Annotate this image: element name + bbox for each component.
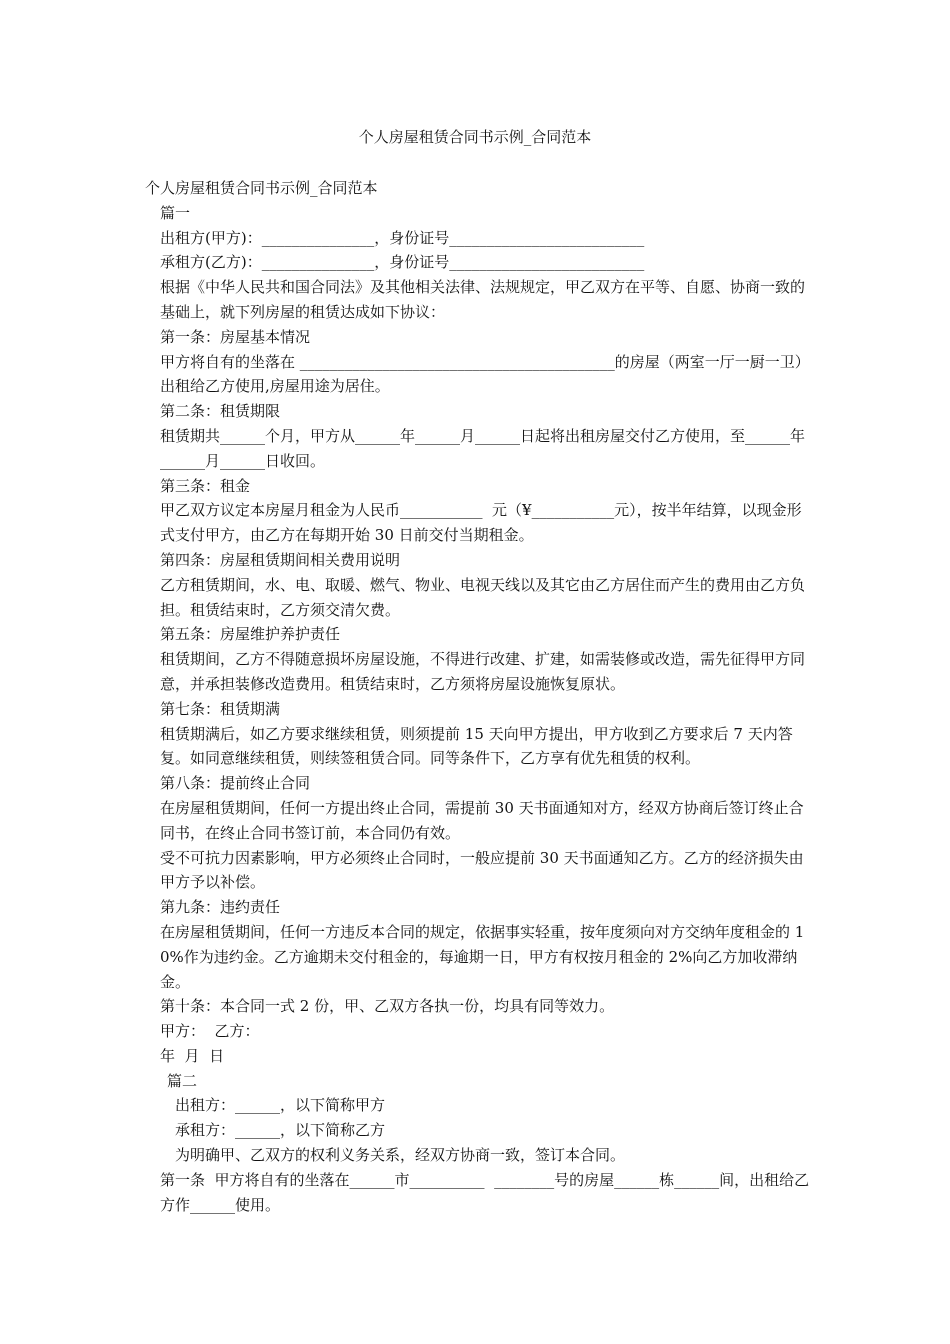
part1-lessor-line: 出租方(甲方)：_______________，身份证号__________________________	[160, 228, 645, 247]
article8-text-2: 受不可抗力因素影响，甲方必须终止合同时，一般应提前 30 天书面通知乙方。乙方的经济损失由甲方予以补偿。	[160, 848, 804, 892]
article1-title: 第一条：房屋基本情况	[160, 327, 311, 346]
part1-label: 篇一	[160, 203, 191, 222]
article9-title: 第九条：违约责任	[160, 898, 281, 917]
date-line: 年 月 日	[160, 1046, 225, 1065]
part2-lessor-line: 出租方：______，以下简称甲方	[175, 1096, 386, 1115]
signature-line: 甲方： 乙方：	[160, 1022, 260, 1041]
article4-title: 第四条：房屋租赁期间相关费用说明	[160, 550, 401, 569]
article5-title: 第五条：房屋维护养护责任	[160, 625, 341, 644]
part2-preamble: 为明确甲、乙双方的权利义务关系，经双方协商一致，签订本合同。	[175, 1146, 626, 1165]
article7-title: 第七条：租赁期满	[160, 699, 281, 718]
article3-text: 甲乙双方议定本房屋月租金为人民币___________ 元（¥___________元），按半年结算，以现金形式支付甲方，由乙方在每期开始 30 日前交付当期租金。	[160, 501, 802, 545]
article5-text: 租赁期间，乙方不得随意损坏房屋设施，不得进行改建、扩建，如需装修或改造，需先征得甲方同意，并承担装修改造费用。租赁结束时，乙方须将房屋设施恢复原状。	[160, 650, 806, 693]
article3-title: 第三条：租金	[160, 476, 251, 495]
article10-text: 第十条：本合同一式 2 份，甲、乙双方各执一份，均具有同等效力。	[160, 997, 615, 1016]
part1-preamble: 根据《中华人民共和国合同法》及其他相关法律、法规规定，甲乙双方在平等、自愿、协商一致的基础上，就下列房屋的租赁达成如下协议：	[160, 278, 806, 321]
article2-title: 第二条：租赁期限	[160, 402, 281, 421]
part2-lessee-line: 承租方：______，以下简称乙方	[175, 1121, 386, 1140]
article7-text: 租赁期满后，如乙方要求继续租赁，则须提前 15 天向甲方提出，甲方收到乙方要求后 7 天内答复。如同意继续租赁，则续签租赁合同。同等条件下，乙方享有优先租赁的权利。	[160, 724, 793, 768]
article8-title: 第八条：提前终止合同	[160, 774, 311, 793]
article4-text: 乙方租赁期间，水、电、取暖、燃气、物业、电视天线以及其它由乙方居住而产生的费用由乙方负担。租赁结束时，乙方须交清欠费。	[160, 575, 806, 619]
document-title: 个人房屋租赁合同书示例_合同范本	[358, 128, 592, 146]
article8-text-1: 在房屋租赁期间，任何一方提出终止合同，需提前 30 天书面通知对方，经双方协商后签订终止合同书，在终止合同书签订前，本合同仍有效。	[160, 798, 804, 842]
document-heading: 个人房屋租赁合同书示例_合同范本	[145, 179, 378, 197]
article1-text: 甲方将自有的坐落在 __________________________________________的房屋（两室一厅一厨一卫）出租给乙方使用,房屋用途为居住。	[160, 352, 810, 396]
part2-article1-text: 第一条 甲方将自有的坐落在______市__________ ________号的房屋______栋______间，出租给乙方作______使用。	[160, 1170, 810, 1214]
article9-text: 在房屋租赁期间，任何一方违反本合同的规定，依据事实轻重，按年度须向对方交纳年度租金的 10%作为违约金。乙方逾期未交付租金的，每逾期一日，甲方有权按月租金的 2%向乙方加收滞纳金。	[160, 922, 805, 991]
part1-lessee-line: 承租方(乙方)：_______________，身份证号__________________________	[160, 253, 645, 272]
article2-text: 租赁期共______个月，甲方从______年______月______日起将出租房屋交付乙方使用，至______年______月______日收回。	[160, 426, 806, 470]
document-body	[145, 176, 810, 1217]
part2-label: 篇二	[167, 1071, 198, 1090]
